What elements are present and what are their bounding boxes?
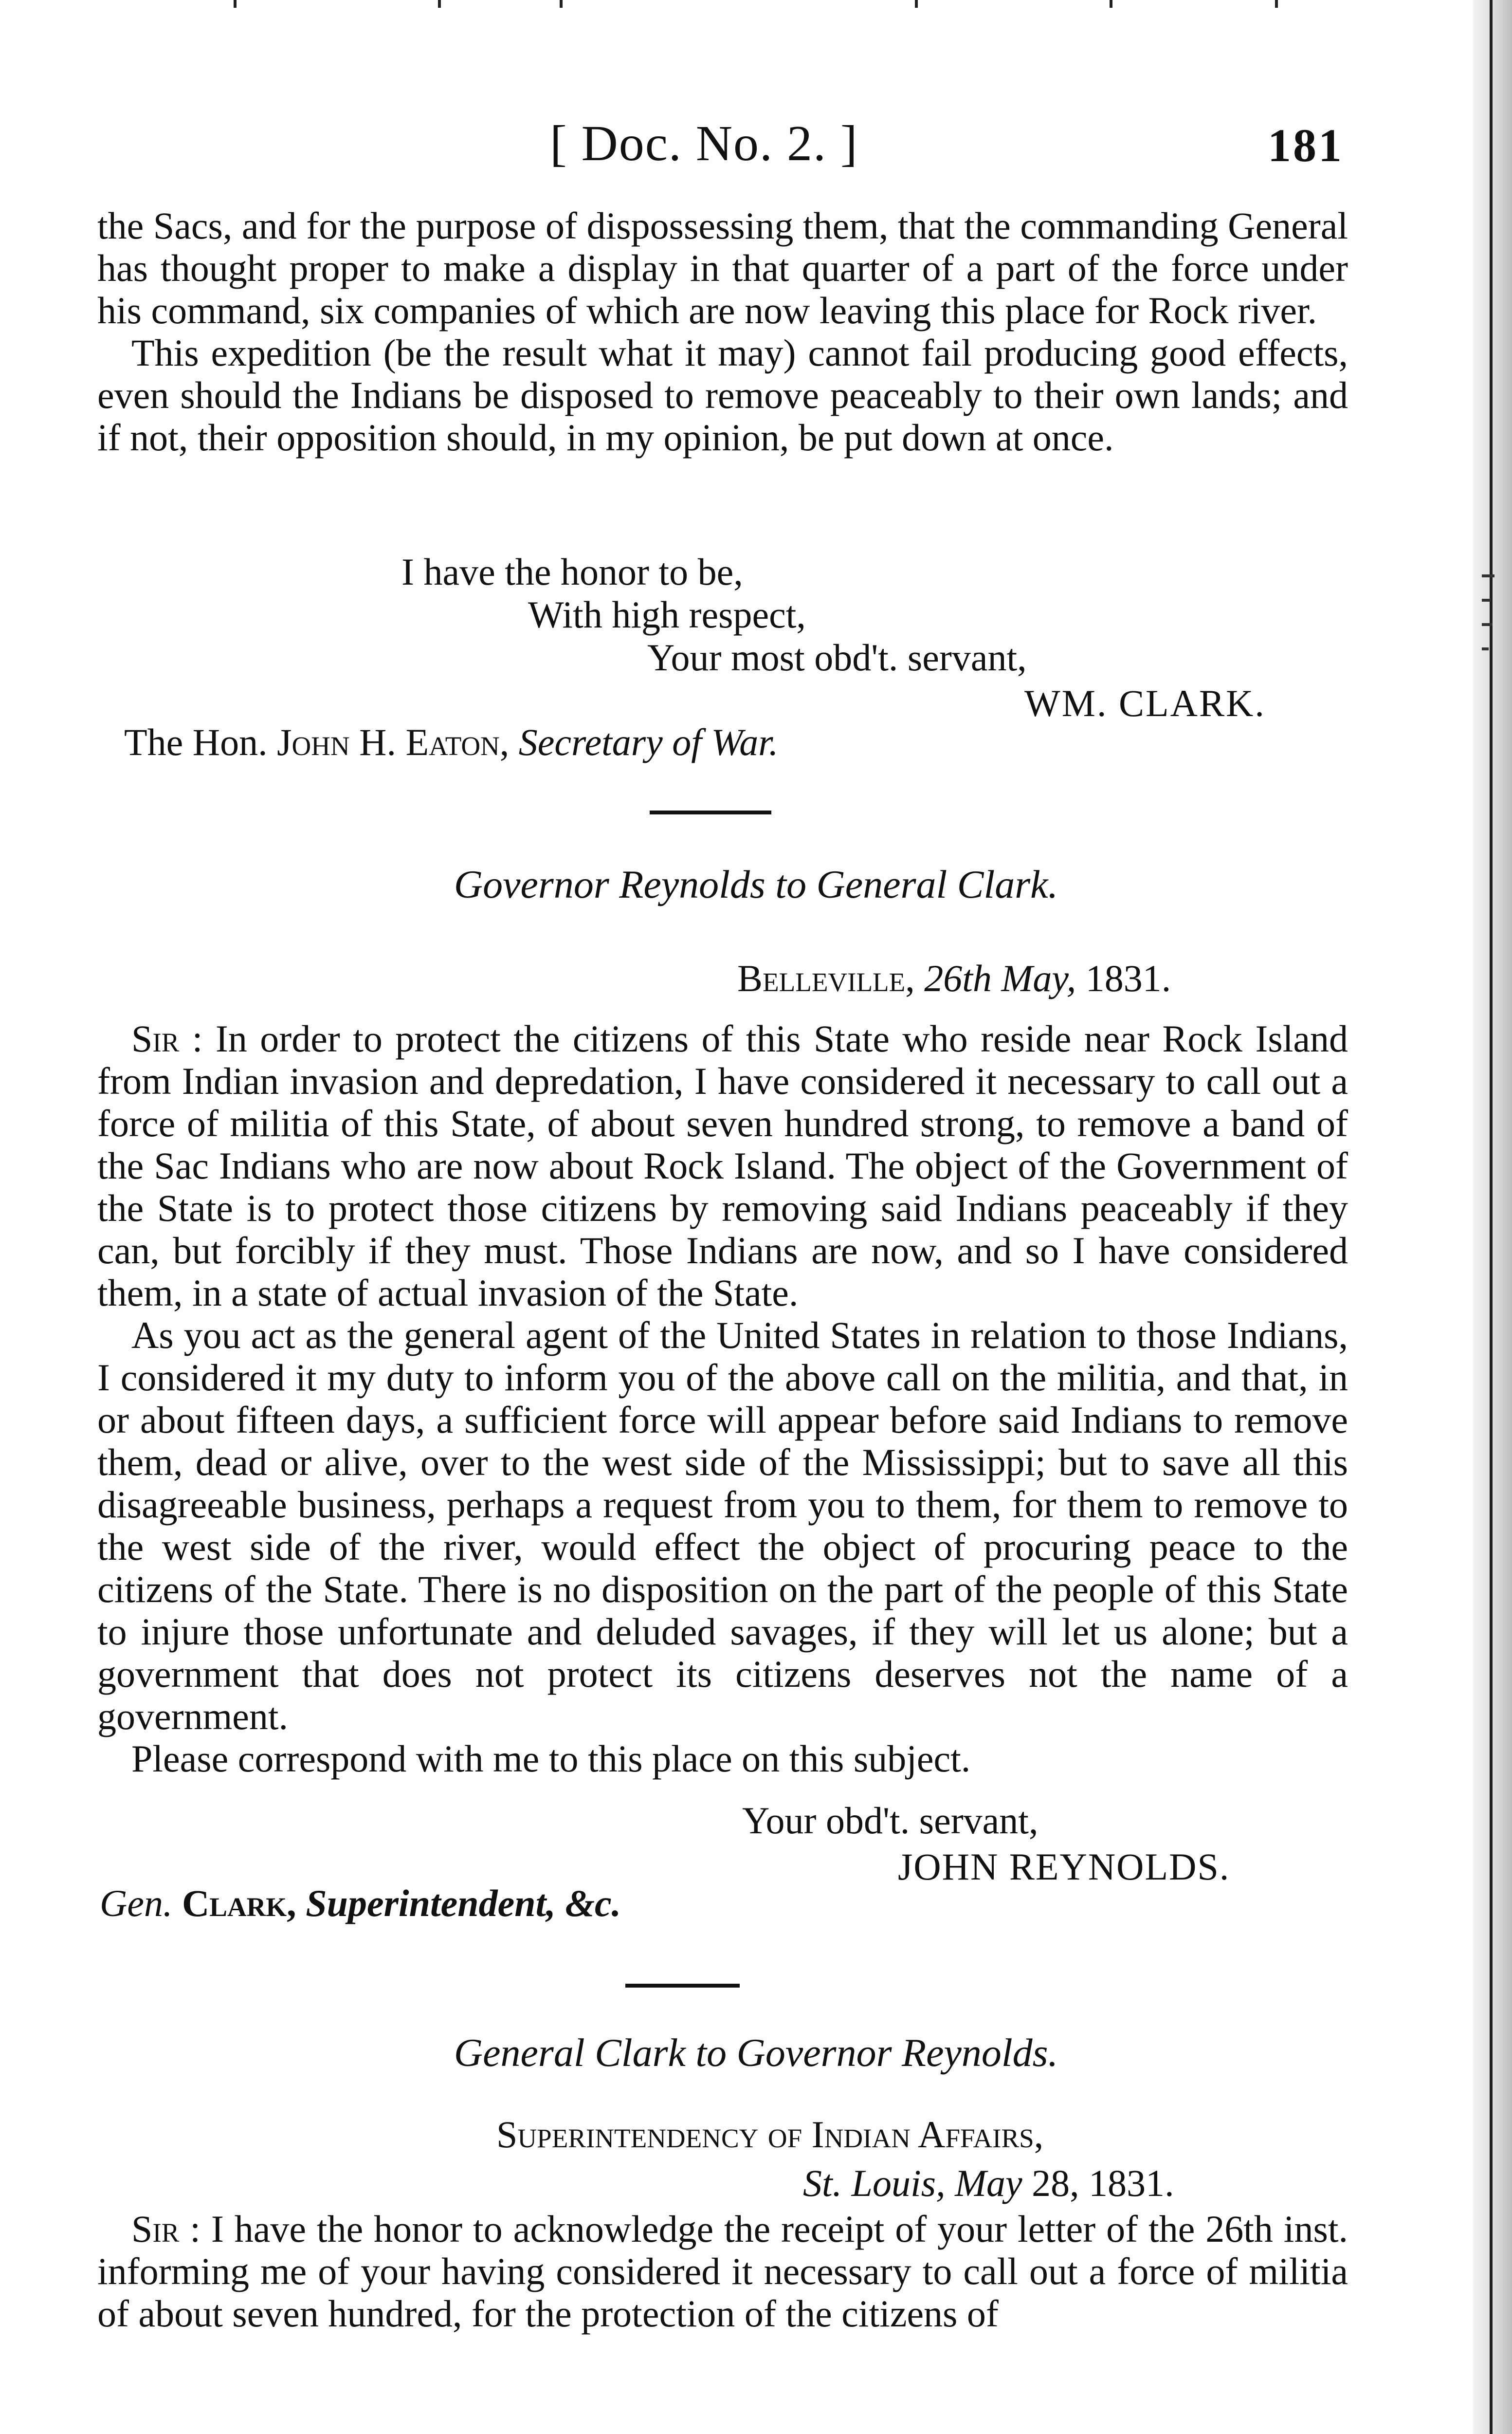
date-day: 26th — [924, 957, 992, 999]
addressee-title: Secretary of War. — [518, 721, 779, 763]
letter3-body — [97, 2208, 1348, 2335]
section-rule-2 — [625, 1984, 740, 1988]
letter-heading-reynolds: Governor Reynolds to General Clark. — [454, 862, 1058, 906]
signature-reynolds: JOHN REYNOLDS. — [898, 1845, 1230, 1888]
letter2-paragraph-1-text: In order to protect the citizens of this State who reside near Rock Island from Indian invasion and depredation, I have considered it necessary to call out a force of militia of this State, of about seven hundred strong, to remove a band of the Sac Indians who are now about Rock Island. The object of the Government of the State is to protect those citizens by removing said Indians peaceably if they can, but forcibly if they must. Those Indians are now, and so I have considered them, in a state of actual invasion of the State. — [97, 1017, 1348, 1314]
letter3-place-date — [803, 2161, 1174, 2205]
signature-clark: WM. CLARK. — [1024, 682, 1266, 724]
letter3-paragraph-1 — [97, 2208, 1348, 2335]
addressee-prefix: Gen. — [100, 1882, 173, 1924]
letter-place-date — [737, 957, 1171, 1000]
closing-line-servant: Your most obd't. servant, — [647, 636, 1027, 679]
addressee-prefix: The Hon. — [124, 721, 268, 763]
continuation-paragraph-2: This expedition (be the result what it may) cannot fail producing good effects, even should the Indians be disposed to remove peaceably to their own lands; and if not, their opposition should, in my opinion, be put down at once. — [97, 332, 1348, 459]
date-month: May, — [1001, 957, 1076, 999]
addressee-name: Clark, — [182, 1882, 296, 1924]
addressee-eaton — [124, 720, 778, 764]
date-year: 1831. — [1089, 2162, 1174, 2204]
closing-line-respect: With high respect, — [528, 593, 806, 636]
addressee-clark — [100, 1881, 621, 1925]
place-date: St. Louis, May — [803, 2162, 1022, 2204]
letter2-paragraph-2: As you act as the general agent of the United States in relation to those Indians, I considered it my duty to inform you of the above call on the militia, and that, in or about fifteen days, a sufficient force will appear before said Indians to remove them, dead or alive, over to the west side of the Mississippi; but to save all this disagreeable business, perhaps a request from you to them, for them to remove to the west side of the river, would effect the object of procuring peace to the citizens of the State. There is no disposition on the part of the people of this State to injure those unfortunate and deluded savages, if they will let us alone; but a government that does not protect its citizens deserves not the name of a government. — [97, 1314, 1348, 1737]
document-label: [ Doc. No. 2. ] — [550, 115, 858, 171]
closing-line-honor: I have the honor to be, — [401, 551, 743, 593]
date-year: 1831. — [1085, 957, 1171, 999]
letter2-body — [97, 1017, 1348, 1780]
office-name: Superintendency of Indian Affairs, — [496, 2113, 1044, 2156]
letter2-paragraph-1 — [97, 1017, 1348, 1314]
letter2-closing: Your obd't. servant, — [742, 1799, 1038, 1842]
continuation-paragraph-1: the Sacs, and for the purpose of dispossessing them, that the commanding General has thought proper to make a display in that quarter of a part of the force under his command, six companies of which are now leaving this place for Rock river. — [97, 204, 1348, 332]
margin-scan-marks — [1482, 570, 1501, 667]
section-rule-1 — [650, 811, 771, 814]
continuation-text — [97, 204, 1348, 459]
letter3-paragraph-1-text: I have the honor to acknowledge the receipt of your letter of the 26th inst. informing me of your having considered it necessary to call out a force of militia of about seven hundred, for the protection of the citizens of — [97, 2208, 1348, 2335]
office-line — [496, 2113, 1043, 2157]
addressee-title: Superintendent, &c. — [306, 1882, 621, 1924]
salutation: Sir : — [131, 1017, 203, 1060]
addressee-name: John H. Eaton, — [277, 721, 510, 763]
date-day: 28, — [1032, 2162, 1079, 2204]
page-number: 181 — [1268, 119, 1344, 171]
top-edge-marks — [0, 0, 1512, 10]
page-header — [0, 114, 1512, 173]
salutation: Sir : — [131, 2208, 200, 2250]
letter-heading-clark: General Clark to Governor Reynolds. — [454, 2030, 1058, 2075]
place: Belleville, — [737, 957, 915, 999]
letter2-paragraph-3: Please correspond with me to this place on this subject. — [131, 1737, 971, 1780]
